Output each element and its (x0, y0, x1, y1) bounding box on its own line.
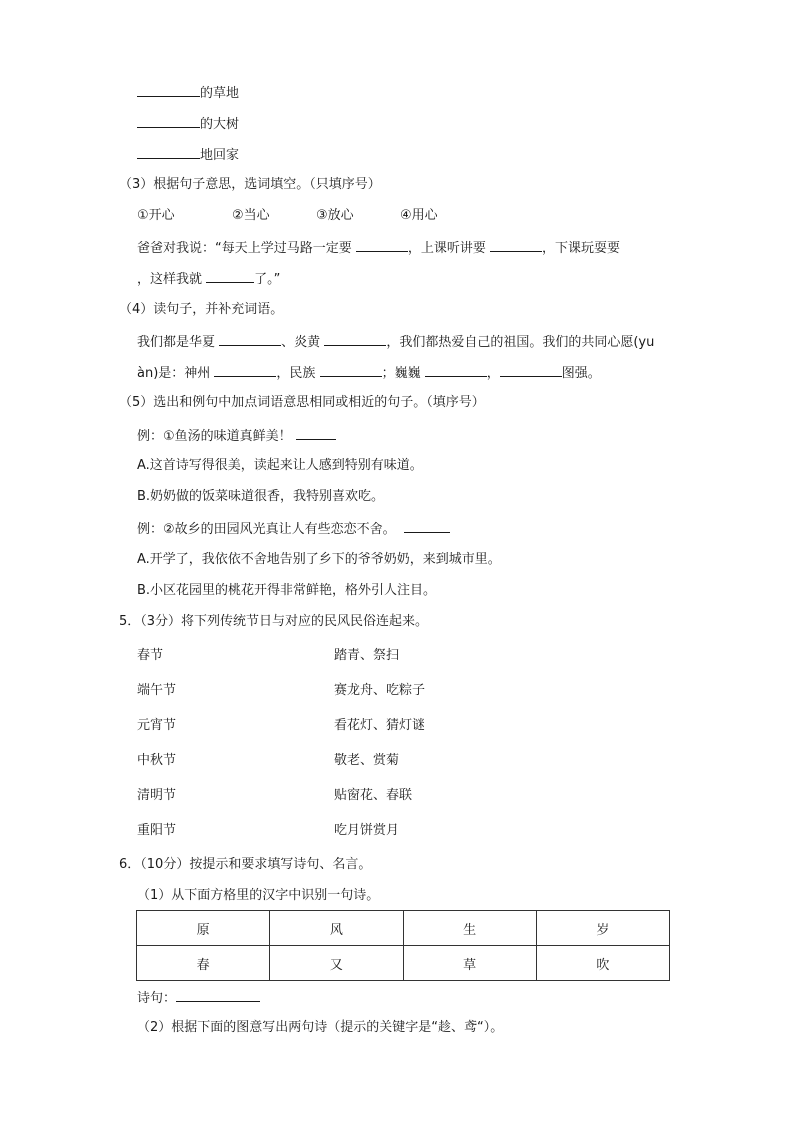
custom-item[interactable]: 看花灯、猜灯谜 (334, 718, 426, 733)
q3-sentence-line-2: ，这样我就 了。” (137, 269, 280, 289)
fill-line-2: 的大树 (137, 114, 239, 134)
festival-item[interactable]: 端午节 (137, 683, 177, 698)
q5-example-2: 例：②故乡的田园风光真让人有些恋恋不舍。 (137, 519, 450, 539)
answer-blank[interactable] (296, 426, 336, 440)
grid-cell: 风 (270, 911, 403, 946)
q5-title: （5）选出和例句中加点词语意思相同或相近的句子。（填序号） (119, 395, 485, 410)
grid-cell: 原 (137, 911, 270, 946)
answer-blank[interactable] (425, 363, 487, 377)
grid-cell: 吹 (536, 946, 669, 981)
q4-line-2: àn)是：神州 ，民族 ；巍巍 ， 图强。 (137, 363, 601, 383)
festival-item[interactable]: 中秋节 (137, 753, 177, 768)
custom-item[interactable]: 贴窗花、春联 (334, 788, 413, 803)
q4-line-1: 我们都是华夏 、炎黄 ，我们都热爱自己的祖国。我们的共同心愿(yu (137, 332, 654, 352)
q3-option-2: ②当心 (232, 208, 270, 223)
answer-blank[interactable] (137, 145, 200, 159)
q5-example-1: 例：①鱼汤的味道真鲜美！ (137, 426, 336, 446)
fill-line-1: 的草地 (137, 83, 239, 103)
grid-row (137, 946, 670, 981)
q5-example-1-option-b: B.奶奶做的饭菜味道很香，我特别喜欢吃。 (137, 489, 385, 504)
festival-item[interactable]: 重阳节 (137, 823, 177, 838)
grid-cell: 岁 (536, 911, 669, 946)
question-5-title: 5．（3分）将下列传统节日与对应的民风民俗连起来。 (119, 614, 429, 629)
fill-line-3: 地回家 (137, 145, 239, 165)
answer-blank[interactable] (219, 332, 281, 346)
grid-cell: 春 (137, 946, 270, 981)
answer-blank[interactable] (356, 238, 408, 252)
festival-item[interactable]: 春节 (137, 648, 164, 663)
answer-blank[interactable] (176, 988, 260, 1002)
q6-part-1: （1）从下面方格里的汉字中识别一句诗。 (137, 888, 380, 903)
q3-option-3: ③放心 (316, 208, 354, 223)
q3-title: （3）根据句子意思，选词填空。（只填序号） (119, 177, 381, 192)
grid-cell: 草 (403, 946, 536, 981)
answer-blank[interactable] (206, 269, 254, 283)
q6-part-2: （2）根据下面的图意写出两句诗（提示的关键字是“趁、鸢“）。 (137, 1020, 504, 1035)
grid-cell: 又 (270, 946, 403, 981)
answer-blank[interactable] (214, 363, 276, 377)
custom-item[interactable]: 敬老、赏菊 (334, 753, 400, 768)
q5-example-2-option-a: A.开学了，我依依不舍地告别了乡下的爷爷奶奶，来到城市里。 (137, 552, 501, 567)
grid-row (137, 911, 670, 946)
festival-item[interactable]: 清明节 (137, 788, 177, 803)
custom-item[interactable]: 赛龙舟、吃粽子 (334, 683, 426, 698)
answer-blank[interactable] (324, 332, 386, 346)
grid-cell: 生 (403, 911, 536, 946)
answer-blank[interactable] (137, 83, 200, 97)
q3-sentence-line-1: 爸爸对我说：“每天上学过马路一定要 ，上课听讲要 ，下课玩耍要 (137, 238, 620, 258)
answer-blank[interactable] (490, 238, 542, 252)
custom-item[interactable]: 踏青、祭扫 (334, 648, 400, 663)
character-grid (136, 910, 670, 981)
q3-option-1: ①开心 (137, 208, 175, 223)
poem-answer-line: 诗句： (137, 988, 260, 1008)
q4-title: （4）读句子，并补充词语。 (119, 302, 284, 317)
question-6-title: 6．（10分）按提示和要求填写诗句、名言。 (119, 857, 372, 872)
q3-option-4: ④用心 (400, 208, 438, 223)
answer-blank[interactable] (137, 114, 200, 128)
q5-example-1-option-a: A.这首诗写得很美，读起来让人感到特别有味道。 (137, 458, 423, 473)
answer-blank[interactable] (500, 363, 562, 377)
q5-example-2-option-b: B.小区花园里的桃花开得非常鲜艳，格外引人注目。 (137, 583, 437, 598)
festival-item[interactable]: 元宵节 (137, 718, 177, 733)
answer-blank[interactable] (404, 519, 450, 533)
custom-item[interactable]: 吃月饼赏月 (334, 823, 400, 838)
answer-blank[interactable] (320, 363, 382, 377)
